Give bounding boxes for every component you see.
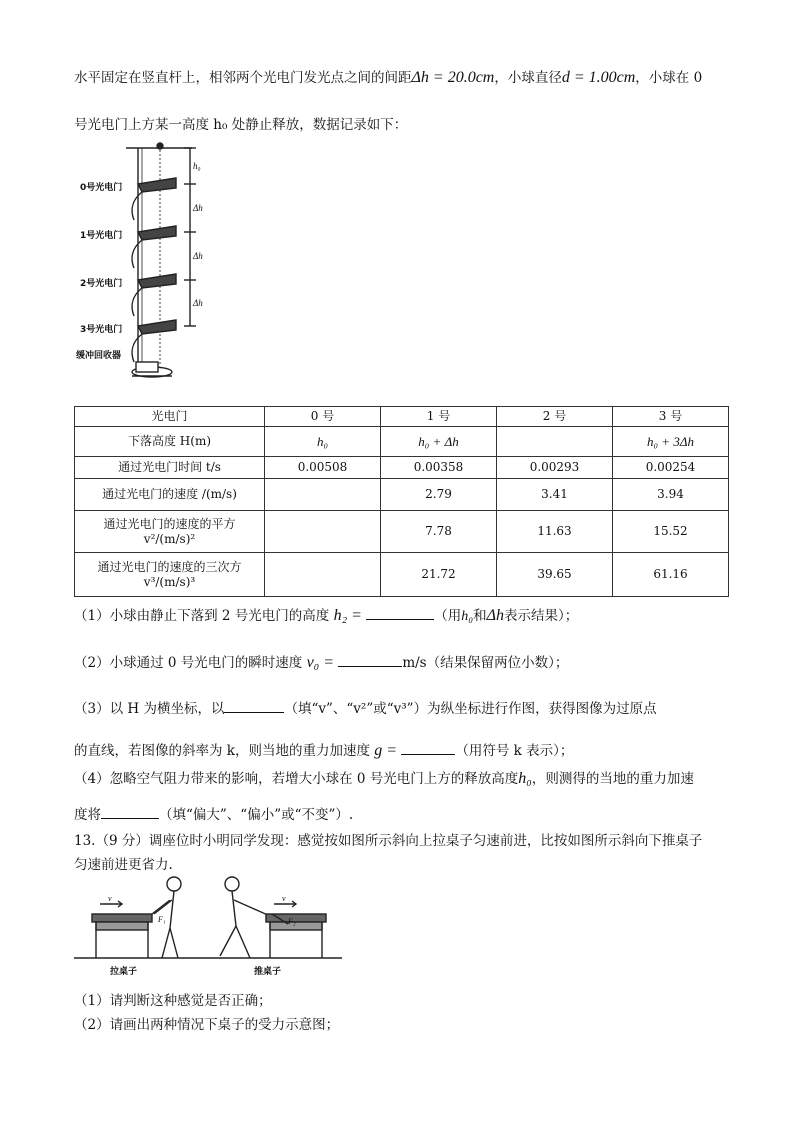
table-header-cell: 光电门 xyxy=(75,407,265,427)
table-row xyxy=(75,511,729,553)
q1-h0: h₀ xyxy=(461,609,474,624)
q1-text-b: （用 xyxy=(434,608,462,624)
table-cell: 3.94 xyxy=(613,479,729,511)
table-cell: 0.00254 xyxy=(613,457,729,479)
table-cell: 通过光电门的速度的三次方 v³/(m/s)³ xyxy=(75,553,265,597)
table-header-cell: 1 号 xyxy=(381,407,497,427)
pull-force-arrow xyxy=(152,900,170,914)
q4-text: （4）忽略空气阻力带来的影响，若增大小球在 0 号光电门上方的释放高度 xyxy=(74,771,519,787)
q1-text-c: 和 xyxy=(473,608,487,624)
q3-text-c: 的直线，若图像的斜率为 k，则当地的重力加速度 xyxy=(74,743,370,759)
question-3-line-2 xyxy=(74,739,573,760)
q4-text-d: （填“偏大”、“偏小”或“不变”）. xyxy=(159,807,354,823)
q1-answer-blank[interactable] xyxy=(366,607,434,620)
photogate-apparatus-figure xyxy=(72,140,212,390)
table-cell: 39.65 xyxy=(497,553,613,597)
table-cell xyxy=(497,427,613,457)
table-header-cell: 0 号 xyxy=(265,407,381,427)
table-cell: 0.00293 xyxy=(497,457,613,479)
gate-2-label: 2号光电门 xyxy=(80,279,123,289)
table-cell: 3.41 xyxy=(497,479,613,511)
table-cell: h₀ + Δh xyxy=(381,427,497,457)
table-cell: 通过光电门的速度 /(m/s) xyxy=(75,479,265,511)
q3-text-b: （填“v”、“v²”或“v³”）为纵坐标进行作图，获得图像为过原点 xyxy=(284,701,657,717)
question-4-line-1 xyxy=(74,767,694,788)
table-cell: 15.52 xyxy=(613,511,729,553)
f1-label: F₁ xyxy=(158,915,166,924)
q1-symbol: h₂ = xyxy=(333,607,362,624)
q1-text: （1）小球由静止下落到 2 号光电门的高度 xyxy=(74,608,330,624)
gate-1-label: 1号光电门 xyxy=(80,231,123,241)
table-cell: 通过光电门时间 t/s xyxy=(75,457,265,479)
intro-text-b: ，小球直径 xyxy=(494,70,562,86)
push-pull-table-figure xyxy=(74,876,342,980)
problem-13-line-2: 匀速前进更省力. xyxy=(74,857,173,873)
q2-text-b: m/s（结果保留两位小数）； xyxy=(402,655,569,671)
q4-symbol: h₀ xyxy=(518,770,532,787)
intro-text-c: ，小球在 0 xyxy=(635,70,703,86)
problem-13-line-1: 13.（9 分）调座位时小明同学发现：感觉按如图所示斜向上拉桌子匀速前进，比按如图所示斜向下推桌子 xyxy=(74,833,703,849)
intro-line-2: 号光电门上方某一高度 h₀ 处静止释放，数据记录如下： xyxy=(74,117,408,133)
table-cell: 11.63 xyxy=(497,511,613,553)
question-4-line-2 xyxy=(74,803,353,823)
gate-3-label: 3号光电门 xyxy=(80,325,123,335)
q3-text: （3）以 H 为横坐标，以 xyxy=(74,701,225,717)
q3-answer-blank[interactable] xyxy=(401,742,455,755)
push-person-head xyxy=(225,877,239,891)
q1-dh: Δh xyxy=(486,607,504,624)
dim-dh-2: Δh xyxy=(193,251,203,261)
q1-text-d: 表示结果）； xyxy=(503,608,579,624)
q4-text-c: 度将 xyxy=(74,807,101,823)
q3-symbol: g = xyxy=(374,742,398,759)
dim-dh-1: Δh xyxy=(193,203,203,213)
table-cell: 0.00508 xyxy=(265,457,381,479)
f2-label: F₂ xyxy=(288,917,296,926)
table-cell: 通过光电门的速度的平方 v²/(m/s)² xyxy=(75,511,265,553)
table-header-cell: 2 号 xyxy=(497,407,613,427)
table-cell: 2.79 xyxy=(381,479,497,511)
question-2 xyxy=(74,651,568,672)
q4-answer-blank[interactable] xyxy=(101,806,159,819)
intro-line-1 xyxy=(74,66,702,87)
intro-text-a: 水平固定在竖直杆上，相邻两个光电门发光点之间的间距 xyxy=(74,70,412,86)
collector-label: 缓冲回收器 xyxy=(76,351,122,361)
table-row xyxy=(75,553,729,597)
q2-text: （2）小球通过 0 号光电门的瞬时速度 xyxy=(74,655,303,671)
q3-axis-blank[interactable] xyxy=(224,700,284,713)
table-cell: h₀ + 3Δh xyxy=(613,427,729,457)
ball xyxy=(157,143,163,149)
table-cell: h₀ xyxy=(265,427,381,457)
push-table-label: 推桌子 xyxy=(254,967,282,977)
push-velocity-label: v xyxy=(282,894,286,903)
table-row xyxy=(75,479,729,511)
table-cell xyxy=(265,553,381,597)
pull-table-top xyxy=(92,914,152,922)
gate-0-label: 0号光电门 xyxy=(80,183,123,193)
table-header-cell: 3 号 xyxy=(613,407,729,427)
table-cell xyxy=(265,479,381,511)
dim-h0: h₀ xyxy=(193,161,201,171)
table-header-row xyxy=(75,407,729,427)
table-cell: 61.16 xyxy=(613,553,729,597)
table-row xyxy=(75,457,729,479)
table-cell xyxy=(265,511,381,553)
table-row xyxy=(75,427,729,457)
q3-text-d: （用符号 k 表示）； xyxy=(455,743,574,759)
dim-dh-3: Δh xyxy=(193,298,203,308)
q2-symbol: v₀ = xyxy=(306,654,335,671)
q2-answer-blank[interactable] xyxy=(338,654,402,667)
pull-table-label: 拉桌子 xyxy=(110,967,138,977)
photogate-data-table xyxy=(74,406,729,597)
pull-person-head xyxy=(167,877,181,891)
table-cell: 21.72 xyxy=(381,553,497,597)
sub-question-2: （2）请画出两种情况下桌子的受力示意图； xyxy=(74,1017,340,1033)
delta-h-value: Δh = 20.0cm xyxy=(411,69,495,86)
sub-question-1: （1）请判断这种感觉是否正确； xyxy=(74,993,272,1009)
table-cell: 0.00358 xyxy=(381,457,497,479)
table-cell: 下落高度 H(m) xyxy=(75,427,265,457)
q4-text-b: ，则测得的当地的重力加速 xyxy=(531,771,694,787)
diameter-value: d = 1.00cm xyxy=(561,69,636,86)
table-cell: 7.78 xyxy=(381,511,497,553)
question-1 xyxy=(74,604,578,625)
pull-velocity-label: v xyxy=(108,894,112,903)
question-3-line-1 xyxy=(74,697,657,717)
